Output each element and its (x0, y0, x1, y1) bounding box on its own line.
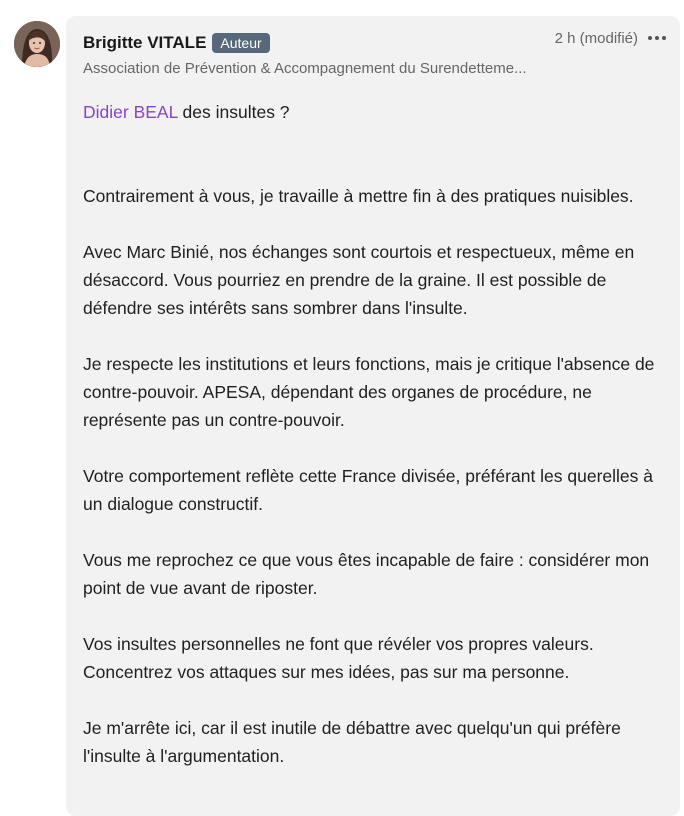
mention-line (83, 98, 668, 126)
comment-bubble (66, 16, 680, 816)
comment-paragraph: Je m'arrête ici, car il est inutile de débattre avec quelqu'un qui préfère l'insulte à l'argumentation. (83, 718, 621, 766)
comment-paragraph: Vos insultes personnelles ne font que révéler vos propres valeurs. Concentrez vos attaques sur mes idées, pas sur ma personne. (83, 634, 594, 682)
more-horizontal-icon[interactable] (646, 29, 668, 47)
comment-paragraph: Votre comportement reflète cette France divisée, préférant les querelles à un dialogue constructif. (83, 466, 654, 514)
mention-suffix: des insultes ? (177, 102, 290, 122)
comment-paragraph: Contrairement à vous, je travaille à mettre fin à des pratiques nuisibles. (83, 186, 634, 206)
author-badge: Auteur (212, 33, 269, 53)
comment-timestamp: 2 h (modifié) (554, 29, 638, 47)
author-headline: Association de Prévention & Accompagnement du Surendetteme... (83, 60, 527, 77)
comment-paragraph: Je respecte les institutions et leurs fonctions, mais je critique l'absence de contre-pouvoir. APESA, dépendant des organes de procédure, ne représente pas un contre-pouvoir. (83, 354, 655, 430)
comment-body (83, 98, 668, 770)
avatar-image (14, 21, 60, 67)
author-row (83, 31, 270, 55)
mention-link[interactable]: Didier BEAL (83, 102, 178, 122)
comment-paragraph: Vous me reprochez ce que vous êtes incapable de faire : considérer mon point de vue avant de riposter. (83, 550, 650, 598)
comment-paragraph: Avec Marc Binié, nos échanges sont courtois et respectueux, même en désaccord. Vous pourriez en prendre de la graine. Il est possible de défendre ses intérêts sans sombrer dans l'insulte. (83, 242, 635, 318)
author-name[interactable]: Brigitte VITALE (83, 33, 207, 52)
comment-meta (555, 29, 668, 47)
avatar[interactable] (14, 21, 60, 67)
